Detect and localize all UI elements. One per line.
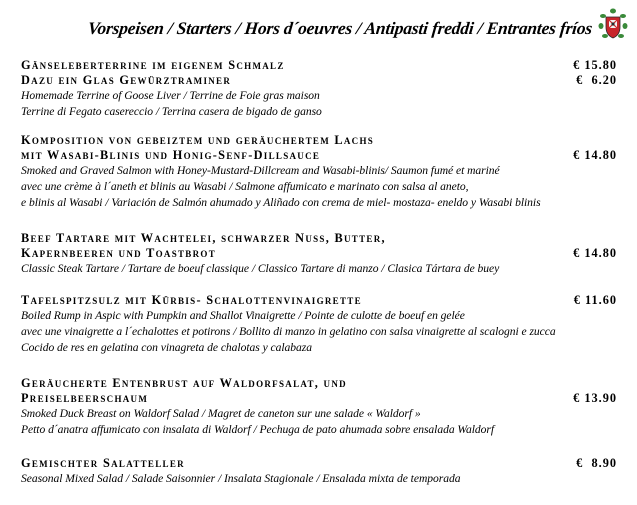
menu-item-beef-tartare [21,231,617,277]
dish-description: Homemade Terrine of Goose Liver / Terrine de Foie gras maison [21,89,320,102]
dish-name: Tafelspitzsulz mit Kürbis- Schalottenvinaigrette [21,293,362,307]
menu-item-goose-liver [21,58,617,120]
dish-description: Terrine di Fegato casereccio / Terrina casera de bigado de ganso [21,105,322,118]
menu-item-duck-breast [21,376,617,438]
menu-item-tafelspitz [21,293,617,356]
dish-price: € 8.90 [576,456,617,470]
dish-name: Beef Tartare mit Wachtelei, schwarzer Nuss, Butter, [21,231,386,245]
menu-section-title: Vorspeisen / Starters / Hors d´oeuvres / Antipasti freddi / Entrantes fríos [87,18,594,38]
dish-description: avec une crème à l´aneth et blinis au Wasabi / Salmone affumicato e marinato con salsa al aneto, [21,180,469,193]
dish-description: Petto d´anatra affumicato con insalata di Waldorf / Pechuga de pato ahumada sobre ensalada Waldorf [21,423,494,436]
dish-price: € 14.80 [573,148,617,162]
dish-description: avec une vinaigrette a l´echalottes et potirons / Bollito di manzo in gelatino con salsa vinaigrette al scalogni e zucca [21,325,556,338]
dish-description: e blinis al Wasabi / Variación de Salmón ahumado y Aliñado con crema de miel- mostaza- eneldo y Wasabi blinis [21,196,541,209]
addon-price: € 6.20 [576,73,617,87]
dish-description: Smoked and Graved Salmon with Honey-Mustard-Dillcream and Wasabi-blinis/ Saumon fumé et mariné [21,164,500,177]
dish-description: Classic Steak Tartare / Tartare de boeuf classique / Classico Tartare di manzo / Clasica Tártara de buey [21,262,500,275]
menu-item-salmon [21,133,617,211]
dish-name: Komposition von gebeiztem und geräuchertem Lachs [21,133,375,147]
dish-name: Geräucherte Entenbrust auf Waldorfsalat, und [21,376,347,390]
dish-name: mit Wasabi-Blinis und Honig-Senf-Dillsauce [21,148,321,162]
dish-description: Seasonal Mixed Salad / Salade Saisonnier / Insalata Stagionale / Ensalada mixta de temporada [21,472,461,485]
dish-description: Smoked Duck Breast on Waldorf Salad / Magret de caneton sur une salade « Waldorf » [21,407,421,420]
dish-name: Gänseleberterrine im eigenem Schmalz [21,58,285,72]
dish-name: Preiselbeerschaum [21,391,149,405]
dish-description: Boiled Rump in Aspic with Pumpkin and Shallot Vinaigrette / Pointe de culotte de boeuf en gelée [21,309,465,322]
dish-name: Gemischter Salatteller [21,456,185,470]
dish-price: € 13.90 [573,391,617,405]
dish-addon: Dazu ein Glas Gewürztraminer [21,73,232,87]
dish-price: € 15.80 [573,58,617,72]
menu-item-mixed-salad [21,456,617,487]
dish-price: € 14.80 [573,246,617,260]
dish-name: Kapernbeeren und Toastbrot [21,246,217,260]
dish-price: € 11.60 [573,293,617,307]
dish-description: Cocido de res en gelatina con vinagreta de chalotas y calabaza [21,341,312,354]
crest-icon [598,8,628,42]
